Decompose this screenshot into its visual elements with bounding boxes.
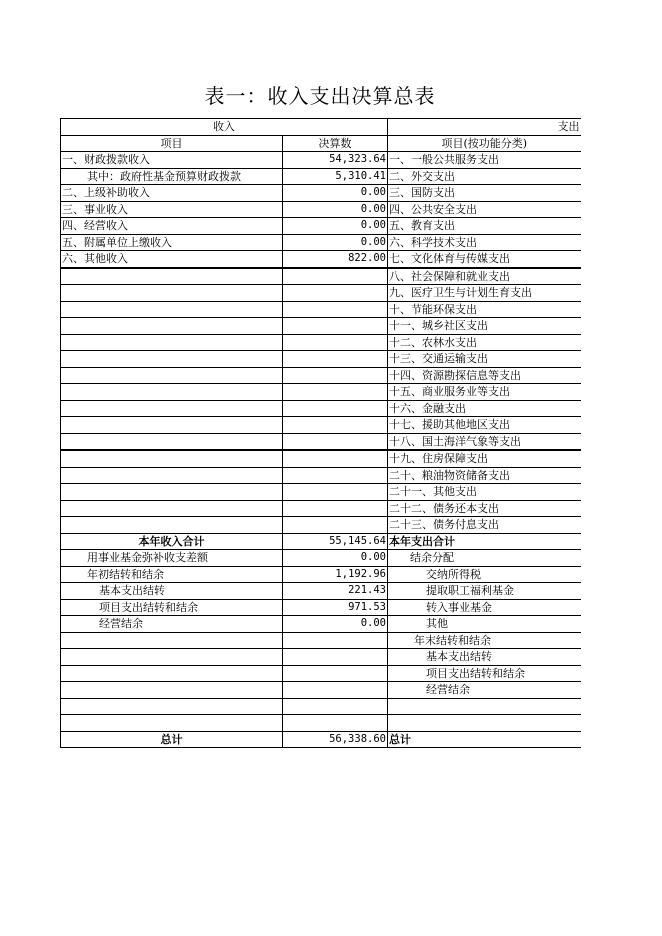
income-item-cell (61, 500, 283, 517)
income-item-cell (61, 268, 283, 285)
amount-cell (283, 268, 388, 285)
expense-item-cell: 二十一、其他支出 (388, 484, 581, 501)
expense-item-cell: 二十、粮油物资储备支出 (388, 467, 581, 484)
amount-cell (283, 484, 388, 501)
amount-cell (283, 649, 388, 666)
income-item-cell: 三、事业收入 (61, 201, 283, 218)
table-row (61, 533, 581, 550)
table-row (61, 268, 581, 285)
table-row (61, 550, 581, 567)
expense-item-cell: 一、一般公共服务支出 (388, 152, 581, 169)
income-item-cell: 本年收入合计 (61, 533, 283, 550)
expense-item-cell: 交纳所得税 (388, 566, 581, 583)
amount-cell: 5,310.41 (283, 168, 388, 185)
income-item-cell: 总计 (61, 731, 283, 748)
expense-item-cell: 其他 (388, 616, 581, 633)
amount-cell: 54,323.64 (283, 152, 388, 169)
amount-cell (283, 351, 388, 368)
amount-cell: 0.00 (283, 201, 388, 218)
table-row (61, 649, 581, 666)
expense-item-cell (388, 698, 581, 715)
amount-cell (283, 384, 388, 401)
amount-cell (283, 400, 388, 417)
table-row (61, 417, 581, 434)
amount-cell: 0.00 (283, 185, 388, 202)
income-item-cell: 其中：政府性基金预算财政拨款 (61, 168, 283, 185)
amount-cell (283, 433, 388, 450)
expense-item-cell: 十六、金融支出 (388, 400, 581, 417)
income-item-cell (61, 417, 283, 434)
amount-cell: 56,338.60 (283, 731, 388, 748)
expense-item-cell: 九、医疗卫生与计划生育支出 (388, 285, 581, 302)
amount-cell (283, 285, 388, 302)
expense-item-cell: 五、教育支出 (388, 218, 581, 235)
income-item-cell (61, 433, 283, 450)
expense-item-cell: 七、文化体育与传媒支出 (388, 251, 581, 268)
income-expense-table (60, 118, 581, 748)
income-item-cell: 项目支出结转和结余 (61, 599, 283, 616)
income-item-cell (61, 665, 283, 682)
table-row (61, 500, 581, 517)
expense-item-cell: 十五、商业服务业等支出 (388, 384, 581, 401)
income-item-cell (61, 649, 283, 666)
income-item-cell: 年初结转和结余 (61, 566, 283, 583)
income-item-cell: 一、财政拨款收入 (61, 152, 283, 169)
group-header-row (61, 119, 581, 136)
table-row (61, 682, 581, 699)
expense-item-cell: 结余分配 (388, 550, 581, 567)
expense-item-cell: 年末结转和结余 (388, 632, 581, 649)
income-item-cell (61, 318, 283, 335)
amount-cell (283, 318, 388, 335)
amount-cell: 55,145.64 (283, 533, 388, 550)
table-row (61, 400, 581, 417)
income-item-cell (61, 467, 283, 484)
income-item-cell (61, 450, 283, 467)
income-item-cell (61, 400, 283, 417)
table-row (61, 334, 581, 351)
expense-item-cell: 八、社会保障和就业支出 (388, 268, 581, 285)
table-row (61, 484, 581, 501)
income-item-cell (61, 334, 283, 351)
income-item-cell (61, 351, 283, 368)
amount-cell: 0.00 (283, 234, 388, 251)
income-item-cell: 六、其他收入 (61, 251, 283, 268)
amount-cell (283, 682, 388, 699)
income-item-cell (61, 632, 283, 649)
amount-cell (283, 715, 388, 732)
income-group-header: 收入 (61, 119, 388, 136)
table-row (61, 201, 581, 218)
table-row (61, 152, 581, 169)
expense-item-cell: 六、科学技术支出 (388, 234, 581, 251)
table-row (61, 665, 581, 682)
income-item-cell (61, 301, 283, 318)
expense-item-cell: 转入事业基金 (388, 599, 581, 616)
income-item-cell: 用事业基金弥补收支差额 (61, 550, 283, 567)
column-header-row (61, 135, 581, 152)
amount-cell: 221.43 (283, 583, 388, 600)
expense-item-cell (388, 715, 581, 732)
income-item-cell (61, 698, 283, 715)
expense-item-cell: 十、节能环保支出 (388, 301, 581, 318)
table-row (61, 616, 581, 633)
amount-cell (283, 301, 388, 318)
amount-cell (283, 334, 388, 351)
table-row (61, 698, 581, 715)
table-row (61, 599, 581, 616)
table-row (61, 433, 581, 450)
page-title: 表一：收入支出决算总表 (204, 84, 436, 108)
amount-cell (283, 500, 388, 517)
amount-cell (283, 467, 388, 484)
expense-item-cell: 项目支出结转和结余 (388, 665, 581, 682)
table-row (61, 467, 581, 484)
table-row (61, 318, 581, 335)
expense-item-cell: 十九、住房保障支出 (388, 450, 581, 467)
table-row (61, 632, 581, 649)
expense-group-header: 支出 (388, 119, 581, 136)
table-row (61, 731, 581, 748)
table-row (61, 351, 581, 368)
amount-cell: 822.00 (283, 251, 388, 268)
table-row (61, 517, 581, 534)
income-item-cell (61, 484, 283, 501)
expense-item-cell: 四、公共安全支出 (388, 201, 581, 218)
income-item-cell (61, 367, 283, 384)
expense-item-cell: 本年支出合计 (388, 533, 581, 550)
expense-item-cell: 二、外交支出 (388, 168, 581, 185)
expense-item-cell: 总计 (388, 731, 581, 748)
amount-cell: 971.53 (283, 599, 388, 616)
expense-item-cell: 十八、国土海洋气象等支出 (388, 433, 581, 450)
income-item-cell (61, 682, 283, 699)
table-row (61, 251, 581, 268)
expense-item-cell: 十三、交通运输支出 (388, 351, 581, 368)
table-row (61, 285, 581, 302)
income-item-cell: 四、经营收入 (61, 218, 283, 235)
table-row (61, 450, 581, 467)
expense-item-cell: 基本支出结转 (388, 649, 581, 666)
amount-cell: 0.00 (283, 550, 388, 567)
amount-cell (283, 417, 388, 434)
amount-cell (283, 367, 388, 384)
col-header-item: 项目 (61, 135, 283, 152)
amount-cell (283, 632, 388, 649)
table-row (61, 384, 581, 401)
table-row (61, 566, 581, 583)
income-item-cell (61, 285, 283, 302)
expense-item-cell: 经营结余 (388, 682, 581, 699)
table-row (61, 583, 581, 600)
table-row (61, 367, 581, 384)
amount-cell: 0.00 (283, 616, 388, 633)
amount-cell (283, 665, 388, 682)
table-row (61, 185, 581, 202)
amount-cell (283, 450, 388, 467)
income-item-cell: 二、上级补助收入 (61, 185, 283, 202)
amount-cell: 0.00 (283, 218, 388, 235)
table-row (61, 301, 581, 318)
col-header-amount: 决算数 (283, 135, 388, 152)
expense-item-cell: 提取职工福利基金 (388, 583, 581, 600)
income-item-cell (61, 517, 283, 534)
table-row (61, 168, 581, 185)
income-item-cell (61, 384, 283, 401)
income-item-cell: 五、附属单位上缴收入 (61, 234, 283, 251)
table-row (61, 218, 581, 235)
amount-cell: 1,192.96 (283, 566, 388, 583)
expense-item-cell: 三、国防支出 (388, 185, 581, 202)
expense-item-cell: 二十二、债务还本支出 (388, 500, 581, 517)
income-item-cell (61, 715, 283, 732)
table-row (61, 234, 581, 251)
expense-item-cell: 十七、援助其他地区支出 (388, 417, 581, 434)
amount-cell (283, 517, 388, 534)
expense-item-cell: 十一、城乡社区支出 (388, 318, 581, 335)
expense-item-cell: 十二、农林水支出 (388, 334, 581, 351)
amount-cell (283, 698, 388, 715)
income-item-cell: 经营结余 (61, 616, 283, 633)
col-header-expense-item: 项目(按功能分类) (388, 135, 581, 152)
income-item-cell: 基本支出结转 (61, 583, 283, 600)
expense-item-cell: 二十三、债务付息支出 (388, 517, 581, 534)
expense-item-cell: 十四、资源勘探信息等支出 (388, 367, 581, 384)
table-row (61, 715, 581, 732)
